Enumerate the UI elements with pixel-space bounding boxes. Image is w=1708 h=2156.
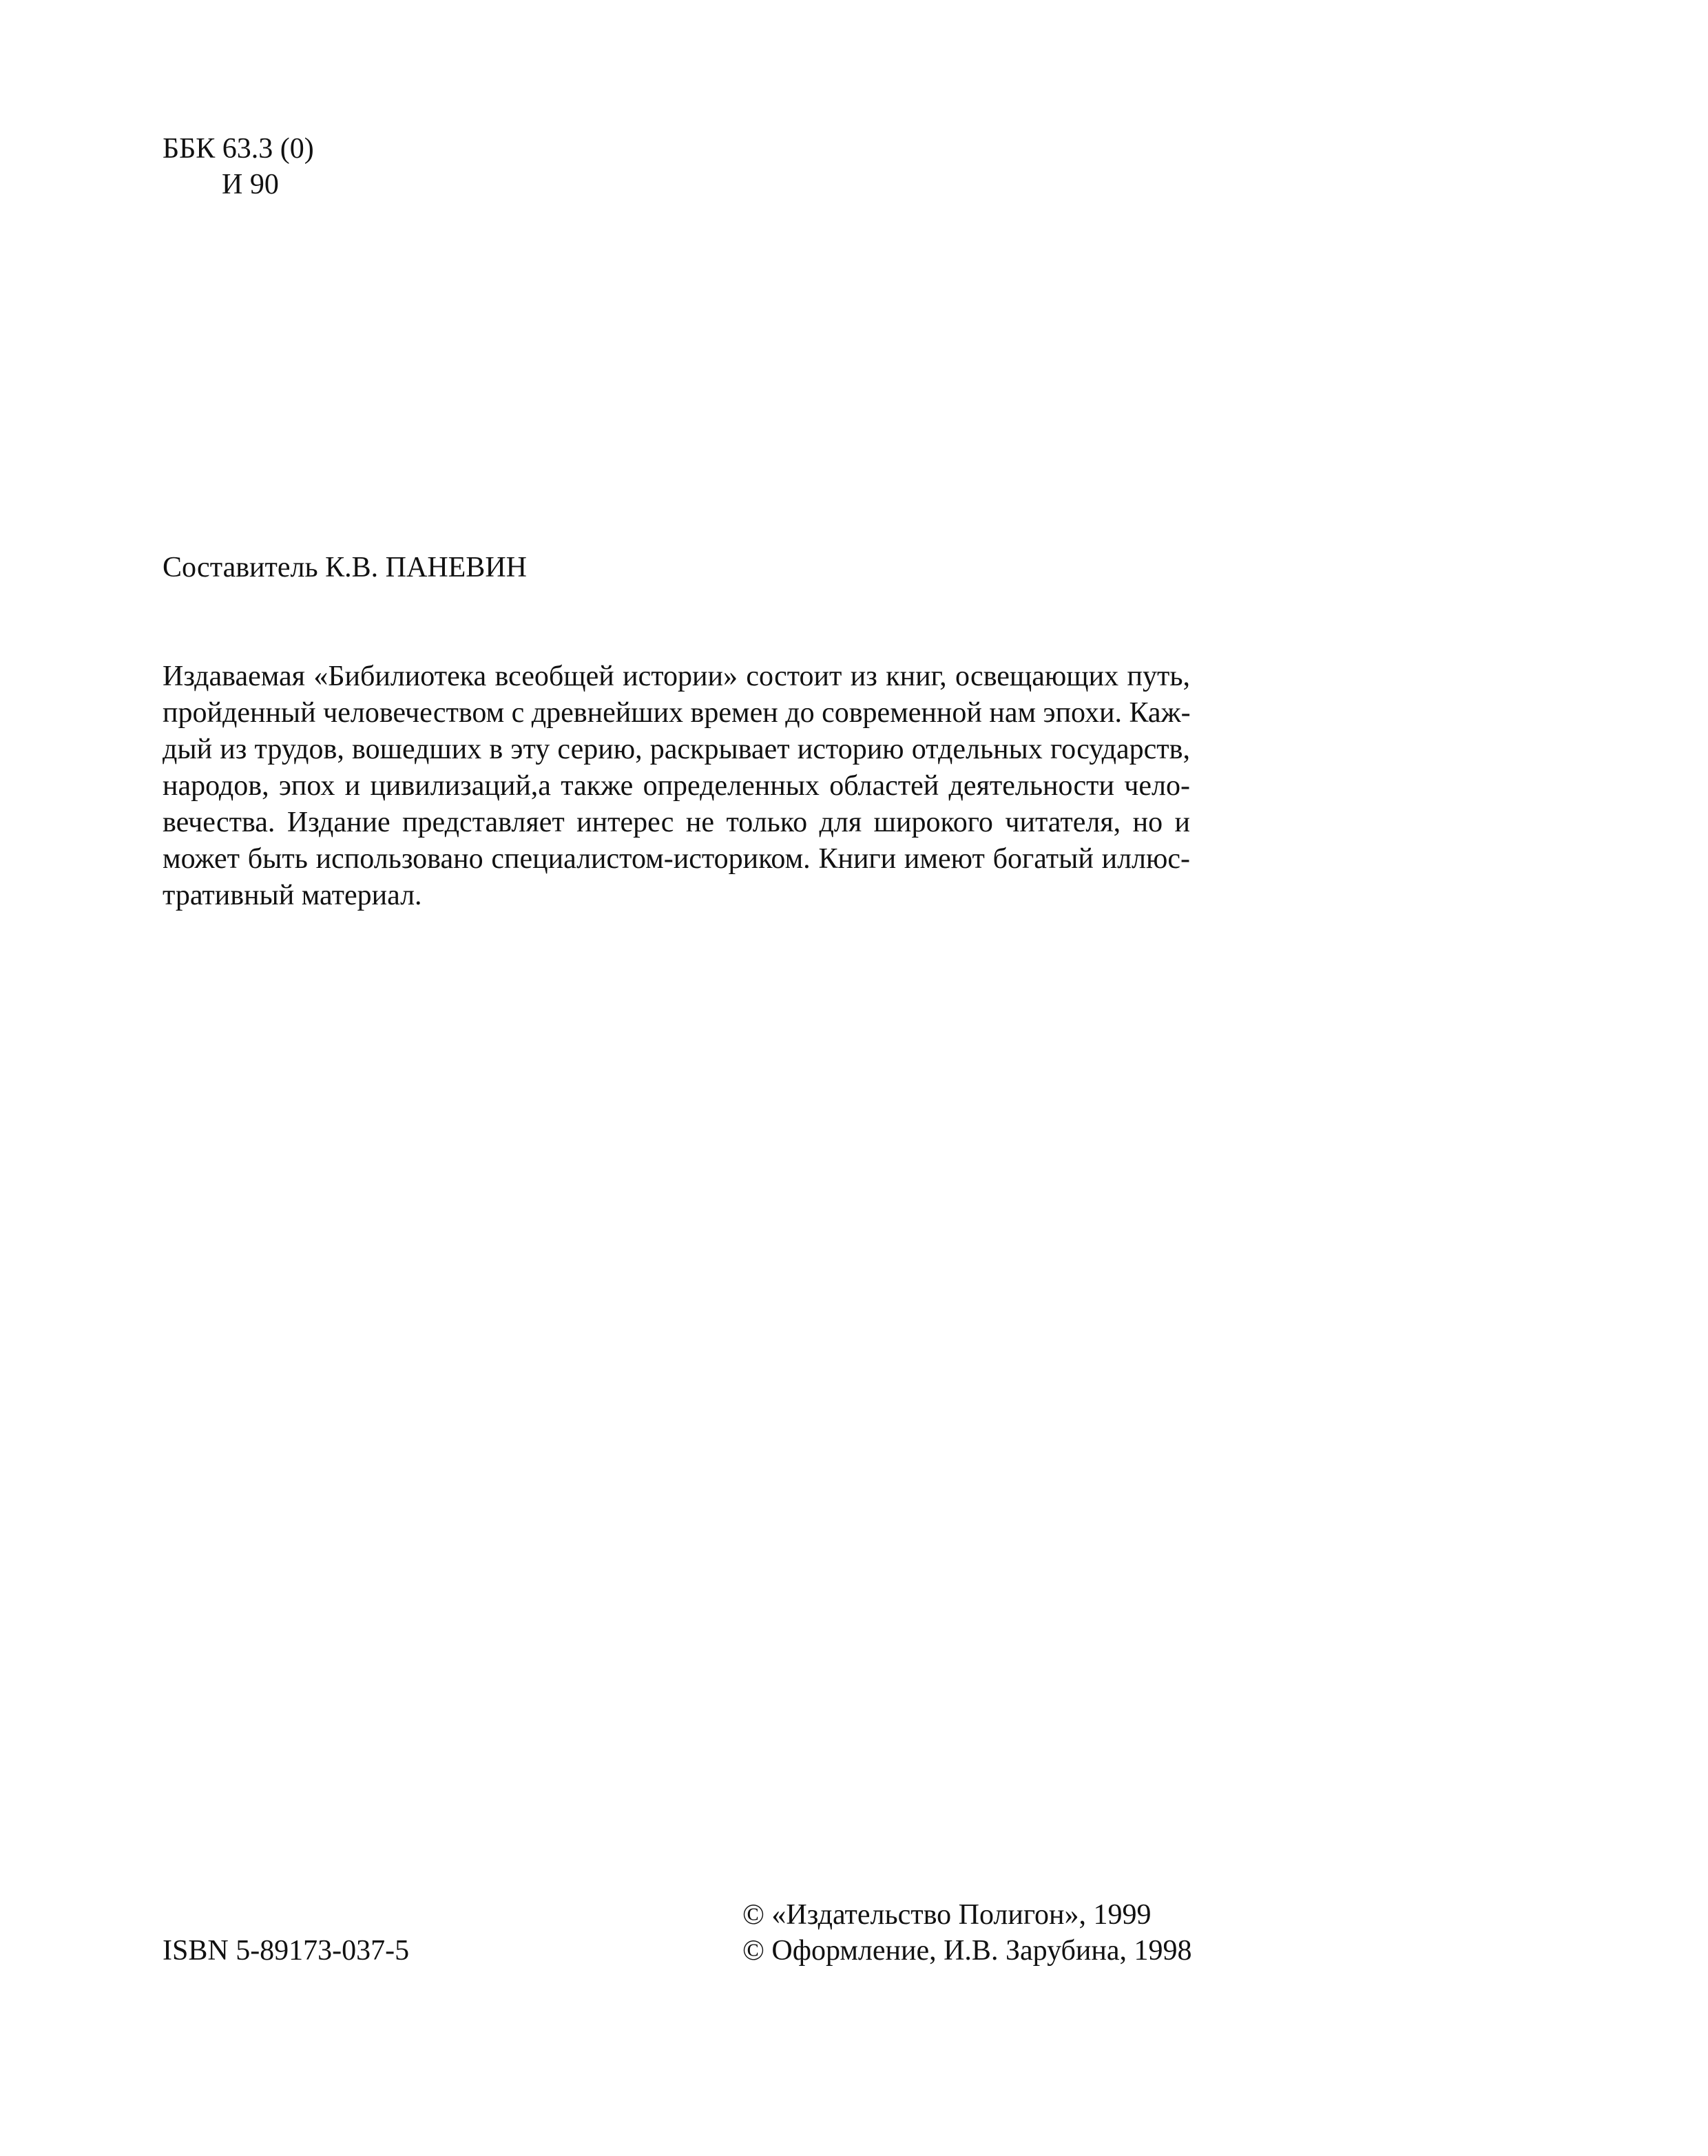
isbn-number: ISBN 5-89173-037-5 xyxy=(163,1935,410,1967)
annotation-line: дый из трудов, вошедших в эту серию, раскрывает историю отдельных государств, xyxy=(163,734,1190,765)
annotation-line: пройденный человечеством с древнейших времен до современной нам эпохи. Каж- xyxy=(163,697,1191,729)
annotation-paragraph xyxy=(163,659,1190,914)
annotation-line: вечества. Издание представляет интерес не только для широкого читателя, но и xyxy=(163,807,1190,838)
bbk-code: ББК 63.3 (0) xyxy=(163,133,314,165)
annotation-line: народов, эпох и цивилизаций,а также определенных областей деятельности чело- xyxy=(163,770,1190,802)
copyright-design: © Оформление, И.В. Зарубина, 1998 xyxy=(742,1935,1192,1967)
annotation-line: Издаваемая «Бибилиотека всеобщей истории» состоит из книг, освещающих путь, xyxy=(163,661,1190,692)
annotation-line: может быть использовано специалистом-историком. Книги имеют богатый иллюс- xyxy=(163,843,1190,875)
copyright-block xyxy=(742,1897,1191,1969)
compiler-credit: Составитель К.В. ПАНЕВИН xyxy=(163,552,527,583)
copyright-publisher: © «Издательство Полигон», 1999 xyxy=(742,1899,1152,1931)
classification-block xyxy=(163,131,314,203)
author-mark: И 90 xyxy=(222,169,279,200)
annotation-line: тративный материал. xyxy=(163,880,422,911)
